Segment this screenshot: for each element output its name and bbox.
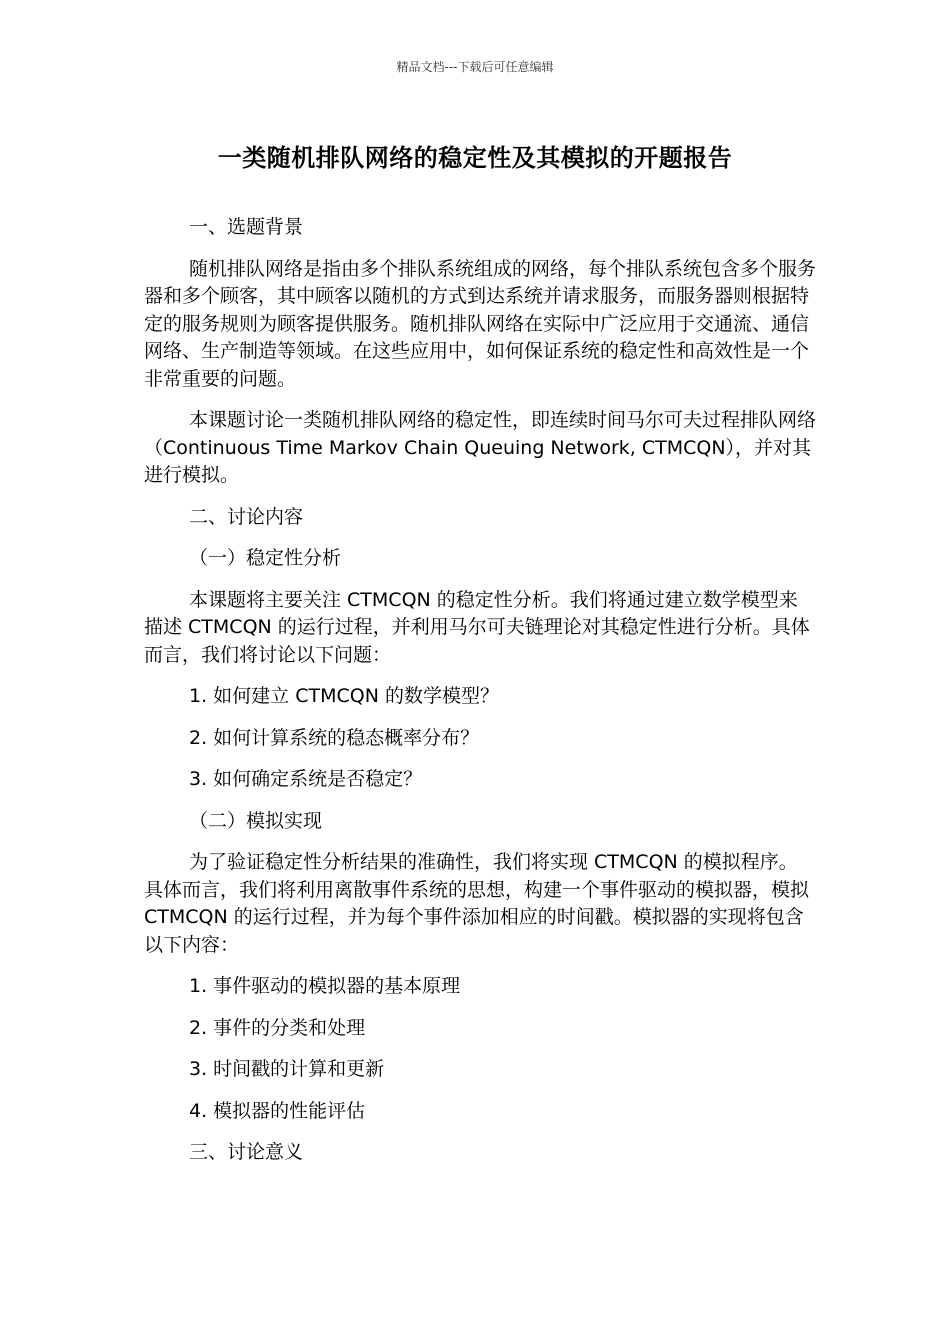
document-body xyxy=(144,214,816,1181)
section-heading: 一、选题背景 xyxy=(189,216,304,238)
subsection-heading: （二）模拟实现 xyxy=(189,809,323,832)
list-item: 2. 事件的分类和处理 xyxy=(189,1016,366,1039)
paragraph: 随机排队网络是指由多个排队系统组成的网络，每个排队系统包含多个服务器和多个顾客，其中顾客以随机的方式到达系统并请求服务，而服务器则根据特定的服务规则为顾客提供服务。随机排队网络在实际中广泛应用于交通流、通信网络、生产制造等领域。在这些应用中，如何保证系统的稳定性和高效性是一个非常重要的问题。 xyxy=(144,257,817,390)
subsection-heading: （一）稳定性分析 xyxy=(189,547,342,569)
paragraph: 本课题讨论一类随机排队网络的稳定性，即连续时间马尔可夫过程排队网络（Continuous Time Markov Chain Queuing Network, CTMCQN），并对其进行模拟。 xyxy=(144,409,817,486)
list-item: 3. 如何确定系统是否稳定？ xyxy=(189,768,423,790)
paragraph: 为了验证稳定性分析结果的准确性，我们将实现 CTMCQN 的模拟程序。具体而言，我们将利用离散事件系统的思想，构建一个事件驱动的模拟器，模拟 CTMCQN 的运行过程，并为每个事件添加相应的时间戳。模拟器的实现将包含以下内容： xyxy=(144,851,810,956)
list-item: 2. 如何计算系统的稳态概率分布？ xyxy=(189,726,480,749)
document-title: 一类随机排队网络的稳定性及其模拟的开题报告 xyxy=(217,144,733,172)
section-heading: 二、讨论内容 xyxy=(189,505,304,528)
header-note: 精品文档---下载后可任意编辑 xyxy=(396,60,554,74)
section-heading: 三、讨论意义 xyxy=(189,1141,304,1163)
list-item: 4. 模拟器的性能评估 xyxy=(189,1099,366,1122)
paragraph: 本课题将主要关注 CTMCQN 的稳定性分析。我们将通过建立数学模型来描述 CTMCQN 的运行过程，并利用马尔可夫链理论对其稳定性进行分析。具体而言，我们将讨论以下问题： xyxy=(144,588,810,666)
list-item: 1. 如何建立 CTMCQN 的数学模型？ xyxy=(189,685,499,707)
list-item: 3. 时间戳的计算和更新 xyxy=(189,1058,385,1080)
list-item: 1. 事件驱动的模拟器的基本原理 xyxy=(189,975,461,997)
